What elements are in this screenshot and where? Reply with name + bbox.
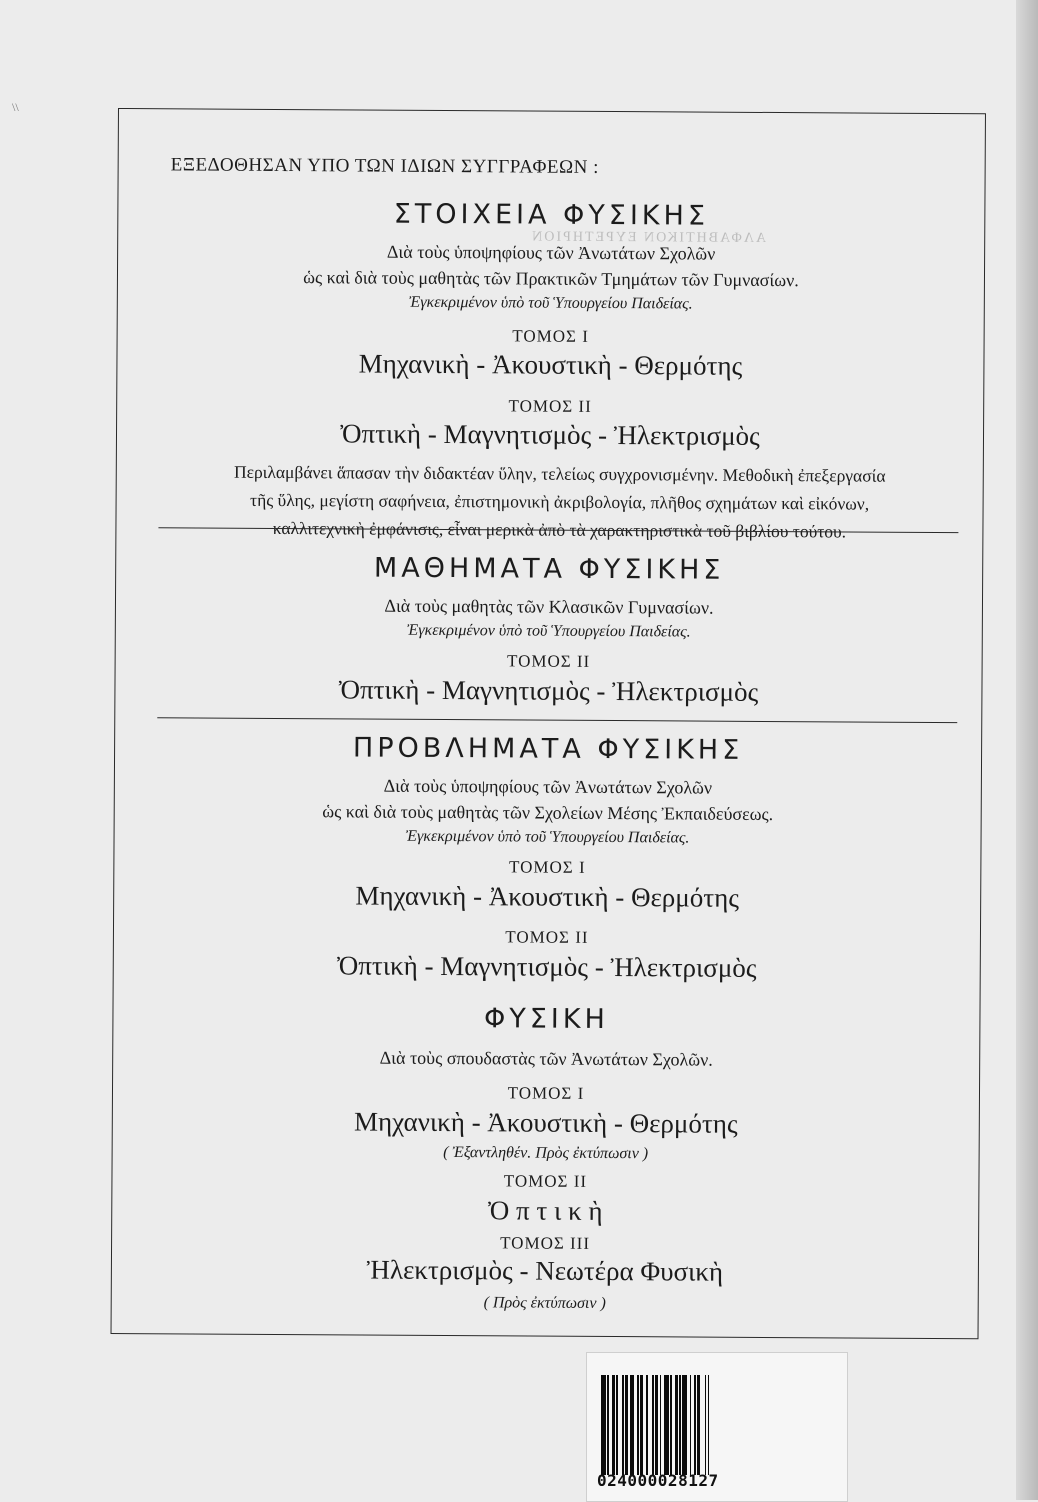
book2-tomos2: ΤΟΜΟΣ ΙΙ bbox=[506, 651, 591, 671]
book1-tomos2: ΤΟΜΟΣ ΙΙ bbox=[508, 396, 592, 416]
book4-note1: ( Ἐξαντληθέν. Πρὸς ἐκτύπωσιν ) bbox=[443, 1144, 649, 1163]
book1-desc2: τῆς ὕλης, μεγίστη σαφήνεια, ἐπιστημονικὴ ἀκριβολογία, πλῆθος σχημάτων καὶ εἰκόνων, bbox=[250, 489, 870, 514]
book4-volume1: Μηχανικὴ - Ἀκουστικὴ - Θερμότης bbox=[353, 1106, 738, 1139]
book3-tomos1: ΤΟΜΟΣ Ι bbox=[509, 857, 586, 877]
book3-line2: ὡς καὶ διὰ τοὺς μαθητὰς τῶν Σχολείων Μέσης Ἐκπαιδεύσεως. bbox=[322, 801, 774, 825]
book3-tomos2: ΤΟΜΟΣ ΙΙ bbox=[505, 927, 589, 947]
book1-line2: ὡς καὶ διὰ τοὺς μαθητὰς τῶν Πρακτικῶν Τμημάτων τῶν Γυμνασίων. bbox=[303, 267, 799, 291]
book4-volume3: Ἠλεκτρισμὸς - Νεωτέρα Φυσικὴ bbox=[366, 1254, 724, 1287]
book4-volume2: Ὀ π τ ι κ ὴ bbox=[487, 1195, 603, 1226]
book4-tomos3: ΤΟΜΟΣ ΙΙΙ bbox=[500, 1233, 591, 1253]
book1-line1: Διὰ τοὺς ὑποψηφίους τῶν Ἀνωτάτων Σχολῶν bbox=[386, 241, 716, 264]
book1-desc1: Περιλαμβάνει ἅπασαν τὴν διδακτέαν ὕλην, τελείως συγχρονισμένην. Μεθοδικὴ ἐπεξεργασία bbox=[233, 461, 886, 486]
book2-volume2: Ὀπτικὴ - Μαγνητισμὸς - Ἠλεκτρισμὸς bbox=[338, 674, 759, 707]
book4-line1: Διὰ τοὺς σπουδαστὰς τῶν Ἀνωτάτων Σχολῶν. bbox=[379, 1047, 713, 1070]
book1-desc3: καλλιτεχνικὴ ἐμφάνισις, εἶναι μερικὰ ἀπὸ τὰ χαρακτηριστικὰ τοῦ βιβλίου τούτου. bbox=[272, 517, 847, 542]
barcode-number: 024000028127 bbox=[597, 1471, 719, 1490]
book3-approval: Ἐγκεκριμένον ὑπὸ τοῦ Ὑπουργείου Παιδείας. bbox=[405, 827, 690, 847]
book2-title: ΜΑΘΗΜΑΤΑ ΦΥΣΙΚΗΣ bbox=[373, 552, 725, 586]
divider-2 bbox=[157, 717, 957, 723]
book1-title: ΣΤΟΙΧΕΙΑ ΦΥΣΙΚΗΣ bbox=[393, 198, 710, 232]
book3-line1: Διὰ τοὺς ὑποψηφίους τῶν Ἀνωτάτων Σχολῶν bbox=[383, 775, 713, 798]
book2-line1: Διὰ τοὺς μαθητὰς τῶν Κλασικῶν Γυμνασίων. bbox=[384, 595, 714, 618]
book4-tomos1: ΤΟΜΟΣ Ι bbox=[507, 1083, 585, 1103]
corner-mark: \\ bbox=[12, 100, 19, 114]
page-edge bbox=[1016, 0, 1038, 1500]
book4-tomos2: ΤΟΜΟΣ ΙΙ bbox=[503, 1171, 588, 1191]
book1-volume2: Ὀπτικὴ - Μαγνητισμὸς - Ἠλεκτρισμὸς bbox=[340, 418, 760, 451]
book1-volume1: Μηχανικὴ - Ἀκουστικὴ - Θερμότης bbox=[358, 348, 743, 381]
bleed-through-text: ΑΛΦΑΒΗΤΙΚΟΝ ΕΥΡΕΤΗΡΙΟΝ bbox=[530, 229, 767, 246]
book1-tomos1: ΤΟΜΟΣ Ι bbox=[512, 326, 589, 346]
barcode-label bbox=[586, 1352, 848, 1502]
barcode-bars bbox=[601, 1375, 771, 1475]
book1-approval: Ἐγκεκριμένον ὑπὸ τοῦ Ὑπουργείου Παιδείας. bbox=[408, 293, 693, 313]
book3-volume1: Μηχανικὴ - Ἀκουστικὴ - Θερμότης bbox=[355, 880, 740, 913]
book3-title: ΠΡΟΒΛΗΜΑΤΑ ΦΥΣΙΚΗΣ bbox=[352, 732, 744, 766]
book4-title: ΦΥΣΙΚΗ bbox=[483, 1003, 609, 1036]
page-heading: ΕΞΕΔΟΘΗΣΑΝ ΥΠΟ ΤΩΝ ΙΔΙΩΝ ΣΥΓΓΡΑΦΕΩΝ : bbox=[170, 154, 600, 178]
book2-approval: Ἐγκεκριμένον ὑπὸ τοῦ Ὑπουργείου Παιδείας. bbox=[406, 621, 691, 641]
catalog-frame bbox=[111, 108, 986, 1339]
barcode-gap bbox=[709, 1375, 712, 1475]
book3-volume2: Ὀπτικὴ - Μαγνητισμὸς - Ἠλεκτρισμὸς bbox=[336, 950, 757, 983]
book4-note3: ( Πρὸς ἐκτύπωσιν ) bbox=[483, 1294, 606, 1313]
